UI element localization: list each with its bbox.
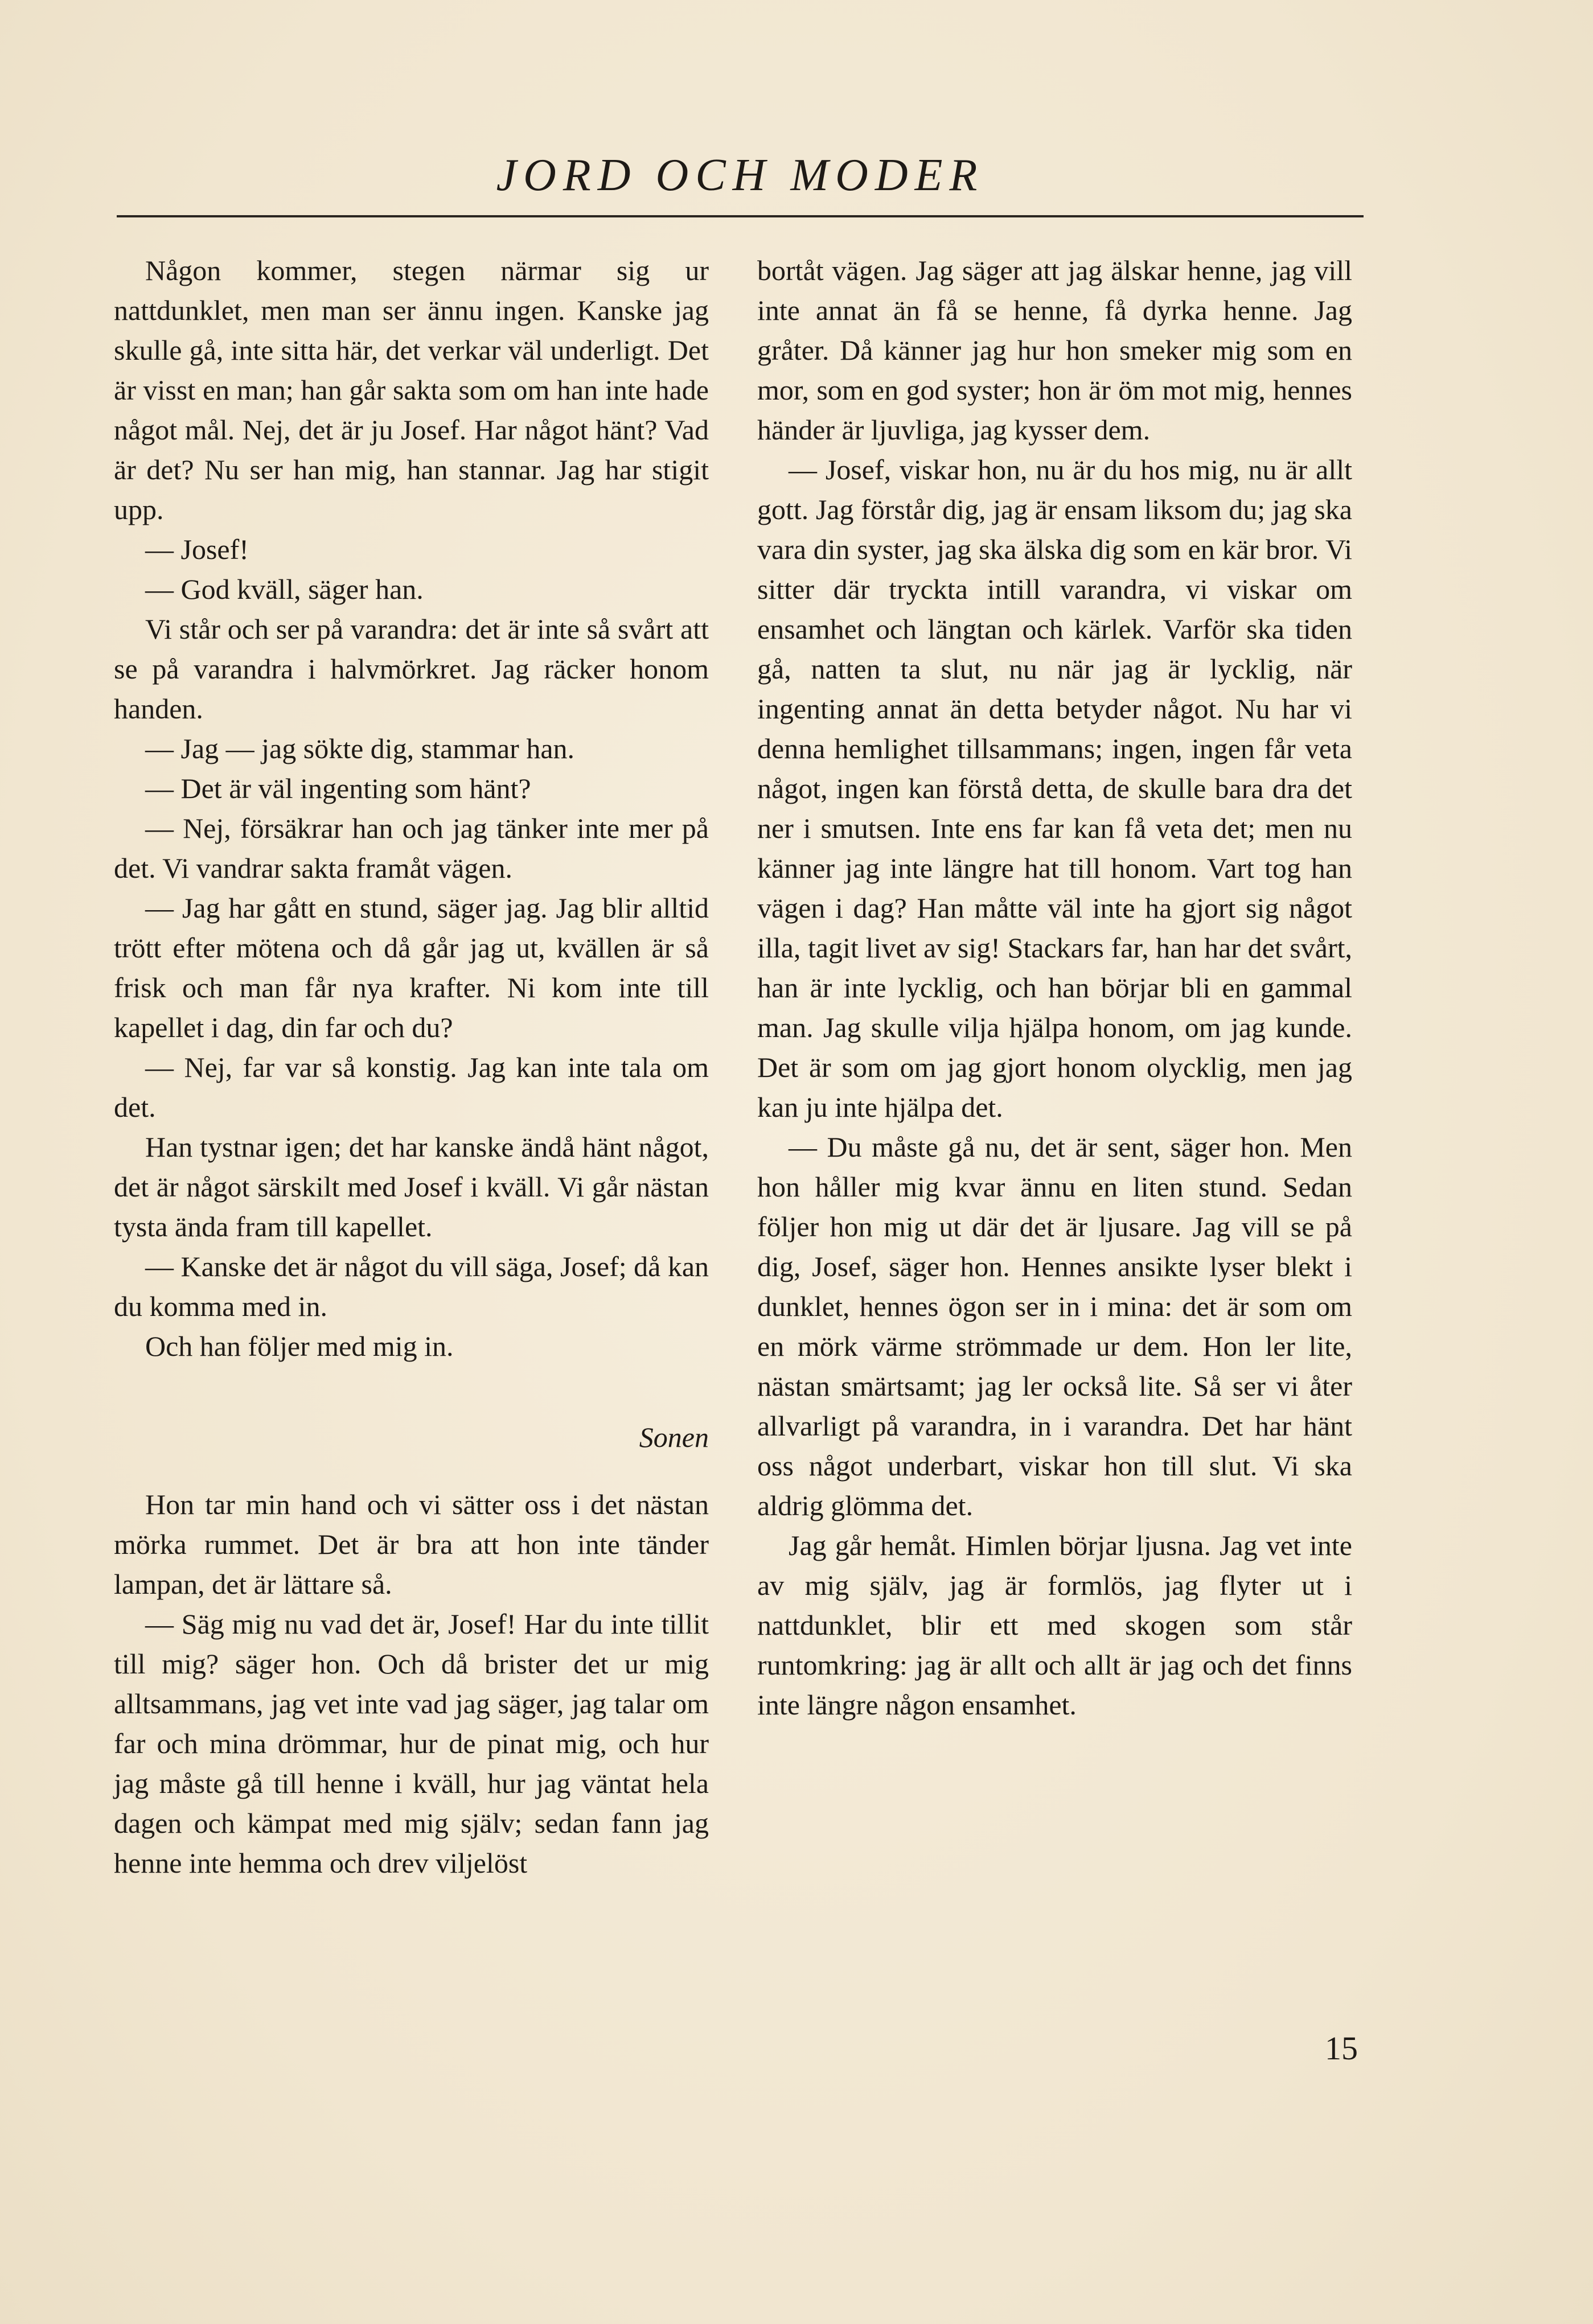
paragraph: Hon tar min hand och vi sätter oss i det nästan mörka rummet. Det är bra att hon inte tänder lampan, det är lättare så. — [114, 1488, 709, 1600]
paragraph: Någon kommer, stegen närmar sig ur nattdunklet, men man ser ännu ingen. Kanske jag skulle gå, inte sitta här, det verkar väl underligt. Det är visst en man; han går sakta som om han inte hade något mål. Nej, det är ju Josef. Har något hänt? Vad är det? Nu ser han mig, han stannar. Jag har stigit upp. — [114, 254, 709, 525]
right-column — [757, 250, 1352, 1725]
paragraph: — Du måste gå nu, det är sent, säger hon. Men hon håller mig kvar ännu en liten stund. Sedan följer hon mig ut där det är ljusare. Jag vill se på dig, Josef, säger hon. Hennes ansikte lyser blekt i dunklet, hennes ögon ser in i mina: det är som om en mörk värme strömmade ur dem. Hon ler lite, nästan smärtsamt; jag ler också lite. Så ser vi åter allvarligt på varandra, in i varandra. Det har hänt oss något underbart, viskar hon till slut. Vi ska aldrig glömma det. — [757, 1131, 1352, 1521]
paragraph: Han tystnar igen; det har kanske ändå hänt något, det är något särskilt med Josef i kväll. Vi går nästan tysta ända fram till kapellet. — [114, 1131, 709, 1243]
paragraph: — Nej, försäkrar han och jag tänker inte mer på det. Vi vandrar sakta framåt vägen. — [114, 812, 709, 884]
paragraph: — Josef, viskar hon, nu är du hos mig, nu är allt gott. Jag förstår dig, jag är ensam liksom du; jag ska vara din syster, jag ska älska dig som en kär bror. Vi sitter där tryckta intill varandra, vi viskar om ensamhet och längtan och kärlek. Varför ska tiden gå, natten ta slut, nu när jag är lycklig, när ingenting annat än detta betyder något. Nu har vi denna hemlighet tillsammans; ingen, ingen får veta något, ingen kan förstå detta, de skulle bara dra det ner i smutsen. Inte ens far kan få veta det; men nu känner jag inte längre hat till honom. Vart tog han vägen i dag? Han måtte väl inte ha gjort sig något illa, tagit livet av sig! Stackars far, han har det svårt, han är inte lycklig, och han börjar bli en gammal man. Jag skulle vilja hjälpa honom, om jag kunde. Det är som om jag gjort honom olycklig, men jag kan ju inte hjälpa det. — [757, 454, 1352, 1123]
paragraph: — Kanske det är något du vill säga, Josef; då kan du komma med in. — [114, 1251, 709, 1322]
paragraph: — Det är väl ingenting som hänt? — [145, 772, 531, 804]
paragraph-continuation: bortåt vägen. Jag säger att jag älskar henne, jag vill inte annat än få se henne, få dyrka henne. Jag gråter. Då känner jag hur hon smeker mig som en mor, som en god syster; hon är öm mot mig, hennes händer är ljuvliga, jag kysser dem. — [757, 254, 1352, 446]
section-title: Sonen — [639, 1421, 709, 1453]
left-column — [114, 250, 709, 1883]
paragraph: — God kväll, säger han. — [145, 573, 424, 605]
header-rule — [117, 215, 1364, 217]
paragraph: — Nej, far var så konstig. Jag kan inte tala om det. — [114, 1051, 709, 1123]
running-head-title: JORD OCH MODER — [496, 150, 984, 200]
paragraph: Vi står och ser på varandra: det är inte så svårt att se på varandra i halvmörkret. Jag räcker honom handen. — [114, 613, 709, 725]
page-number: 15 — [1325, 2030, 1358, 2067]
paragraph: — Josef! — [145, 533, 249, 565]
paragraph: — Jag har gått en stund, säger jag. Jag blir alltid trött efter mötena och då går jag ut, kvällen är så frisk och man får nya krafter. Ni kom inte till kapellet i dag, din far och du? — [114, 892, 709, 1043]
paragraph: Jag går hemåt. Himlen börjar ljusna. Jag vet inte av mig själv, jag är formlös, jag flyter ut i nattdunklet, blir ett med skogen som står runtomkring: jag är allt och allt är jag och det finns inte längre någon ensamhet. — [757, 1529, 1352, 1721]
paragraph: Och han följer med mig in. — [145, 1330, 454, 1362]
paragraph: — Säg mig nu vad det är, Josef! Har du inte tillit till mig? säger hon. Och då brister det ur mig alltsammans, jag vet inte vad jag säger, jag talar om far och mina drömmar, hur de pinat mig, och hur jag måste gå till henne i kväll, hur jag väntat hela dagen och kämpat med mig själv; sedan fann jag henne inte hemma och drev viljelöst — [114, 1608, 709, 1879]
paragraph: — Jag — jag sökte dig, stammar han. — [145, 733, 575, 764]
